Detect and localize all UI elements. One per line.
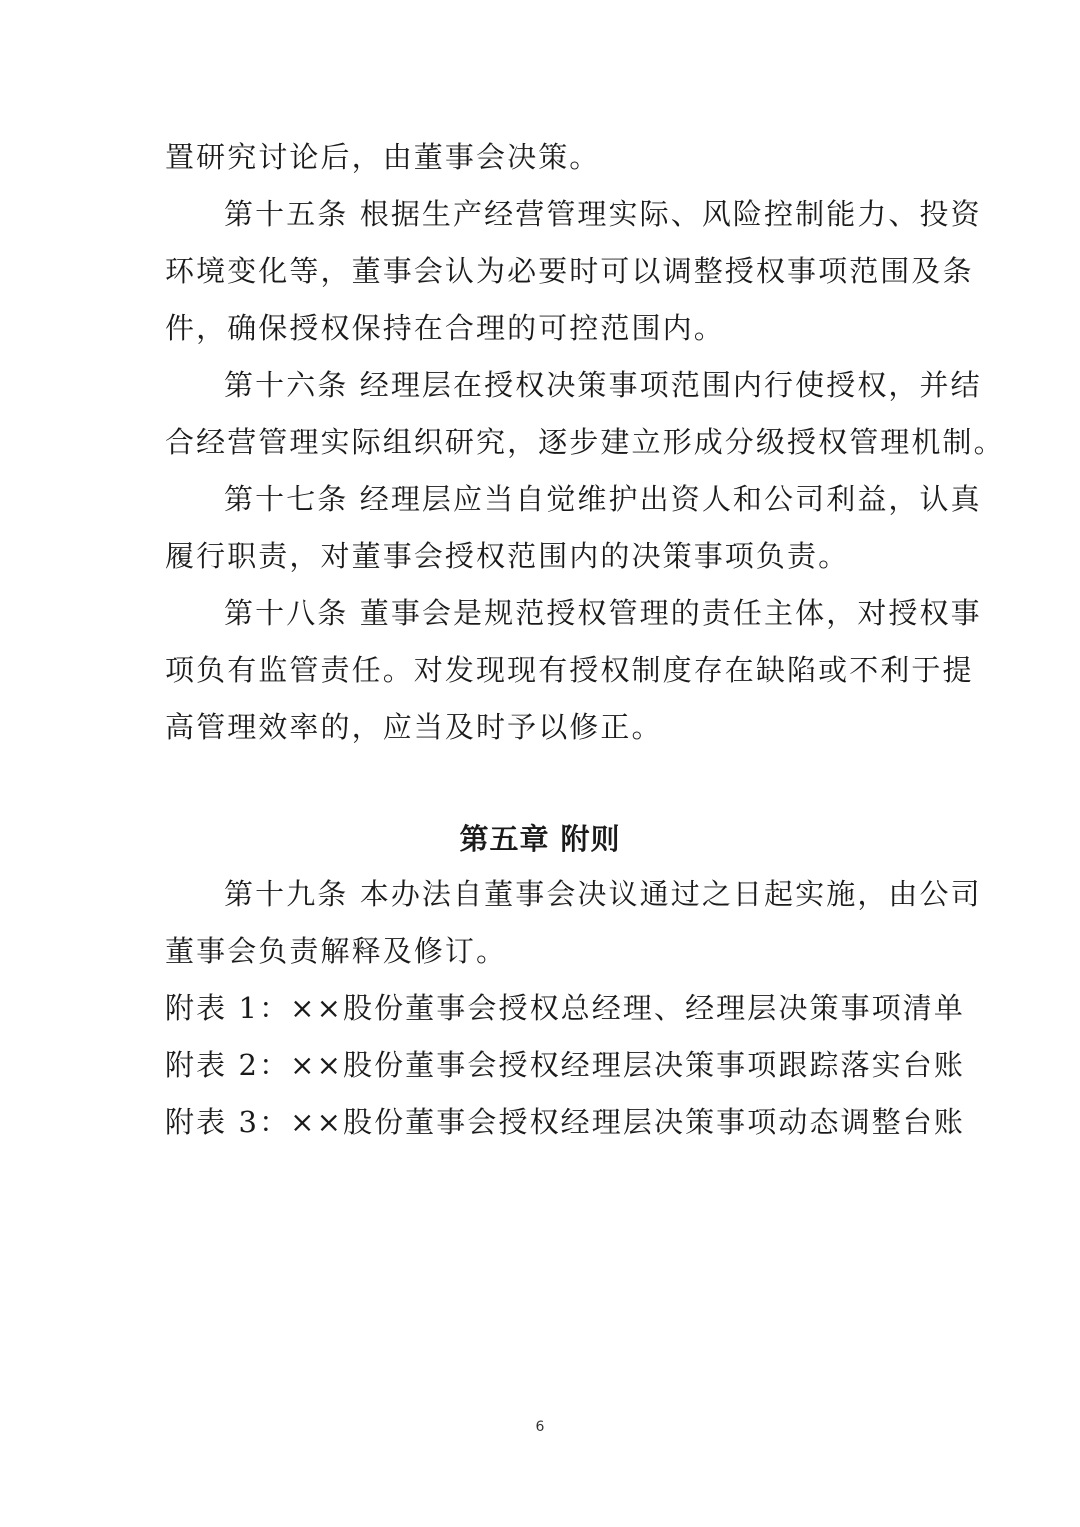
paragraph-line: 置研究讨论后，由董事会决策。 xyxy=(165,140,601,174)
attachment-2: 附表 2：××股份董事会授权经理层决策事项跟踪落实台账 xyxy=(165,1048,965,1082)
attachment-3: 附表 3：××股份董事会授权经理层决策事项动态调整台账 xyxy=(165,1105,965,1139)
paragraph-line: 环境变化等，董事会认为必要时可以调整授权事项范围及条 xyxy=(165,254,974,288)
article-17-line: 第十七条 经理层应当自觉维护出资人和公司利益，认真 xyxy=(224,482,982,516)
article-16-line: 第十六条 经理层在授权决策事项范围内行使授权，并结 xyxy=(224,368,982,402)
attachment-1: 附表 1：××股份董事会授权总经理、经理层决策事项清单 xyxy=(165,991,965,1025)
article-19-line: 第十九条 本办法自董事会决议通过之日起实施，由公司 xyxy=(224,877,982,911)
paragraph-line: 件，确保授权保持在合理的可控范围内。 xyxy=(165,311,725,345)
article-15-line: 第十五条 根据生产经营管理实际、风险控制能力、投资 xyxy=(224,197,982,231)
article-18-line: 第十八条 董事会是规范授权管理的责任主体，对授权事 xyxy=(224,596,982,630)
paragraph-line: 项负有监管责任。对发现现有授权制度存在缺陷或不利于提 xyxy=(165,653,974,687)
chapter-heading: 第五章 附则 xyxy=(459,822,621,856)
paragraph-line: 履行职责，对董事会授权范围内的决策事项负责。 xyxy=(165,539,850,573)
paragraph-line: 高管理效率的，应当及时予以修正。 xyxy=(165,710,663,744)
paragraph-line: 董事会负责解释及修订。 xyxy=(165,934,508,968)
page-number: 6 xyxy=(535,1419,545,1435)
paragraph-line: 合经营管理实际组织研究，逐步建立形成分级授权管理机制。 xyxy=(165,425,1005,459)
